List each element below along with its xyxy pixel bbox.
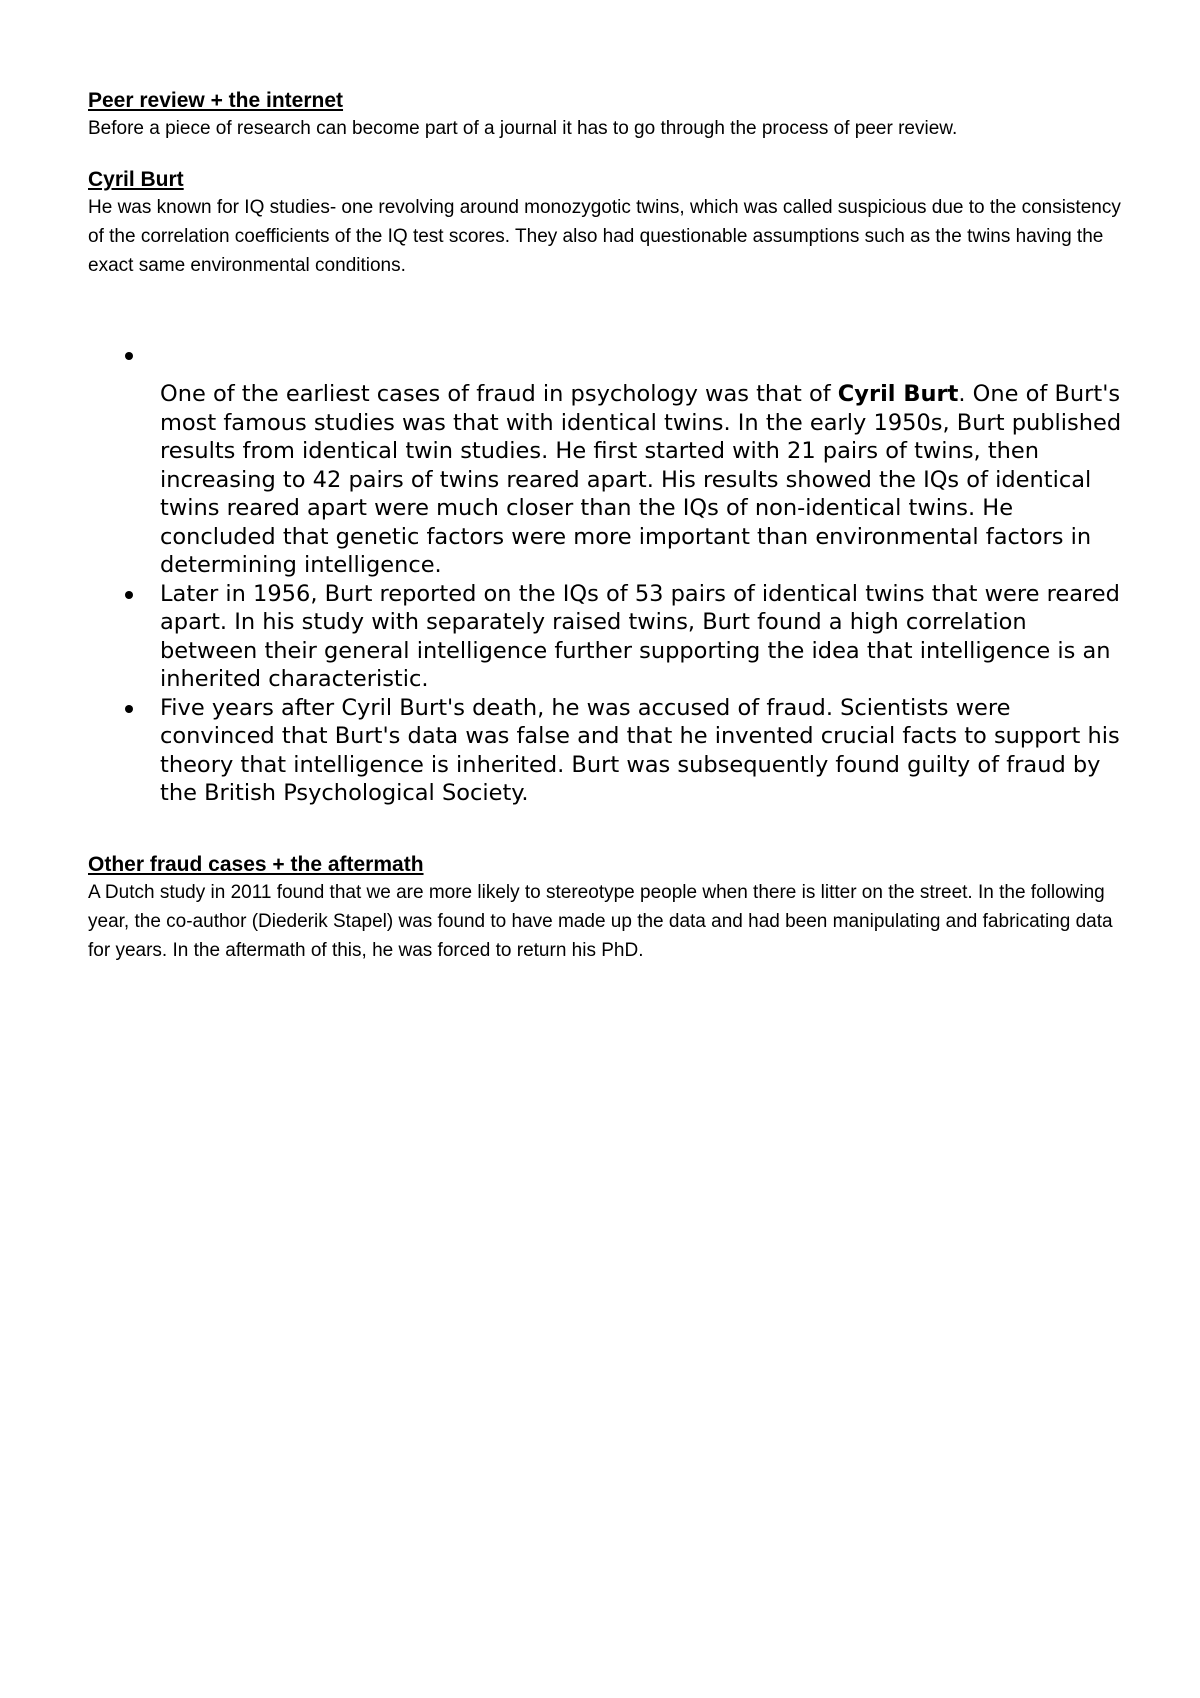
bullet-text-pre: One of the earliest cases of fraud in psychology was that of (160, 381, 838, 407)
list-item (88, 352, 1128, 580)
heading-other-fraud: Other fraud cases + the aftermath (88, 852, 424, 876)
bullet-text-post: . One of Burt's most famous studies was that with identical twins. In the early 1950s, Burt published results from identical twin studies. He first started with 21 pairs of twins, then increasing to 42 pairs of twins reared apart. His results showed the IQs of identical twins reared apart were much closer than the IQs of non-identical twins. He concluded that genetic factors were more important than environmental factors in determining intelligence. (160, 381, 1122, 578)
paragraph-peer-review: Before a piece of research can become part of a journal it has to go through the process of peer review. (88, 118, 958, 139)
heading-peer-review: Peer review + the internet (88, 89, 344, 112)
bullet-text: Later in 1956, Burt reported on the IQs of 53 pairs of identical twins that were reared apart. In his study with separately raised twins, Burt found a high correlation between their general intelligence further supporting the idea that intelligence is an inherited characteristic. (160, 580, 1120, 692)
bullet-dot-icon (125, 705, 133, 713)
bullet-list (88, 352, 1128, 808)
section-cyril-burt (88, 167, 1128, 280)
bullet-text: Five years after Cyril Burt's death, he was accused of fraud. Scientists were convinced that Burt's data was false and that he invented crucial facts to support his theory that intelligence is inherited. Burt was subsequently found guilty of fraud by the British Psychological Society. (160, 694, 1120, 806)
paragraph-other-fraud: A Dutch study in 2011 found that we are more likely to stereotype people when there is litter on the street. In the following year, the co-author (Diederik Stapel) was found to have made up the data and had been manipulating and fabricating data for years. In the aftermath of this, he was forced to return his PhD. (88, 881, 1113, 961)
bullet-dot-icon (125, 591, 133, 599)
section-other-fraud (88, 852, 1128, 965)
bullet-dot-icon (125, 352, 133, 360)
list-item (88, 694, 1128, 808)
bullet-spacer (160, 352, 1128, 380)
list-item (88, 580, 1128, 694)
paragraph-cyril-burt: He was known for IQ studies- one revolving around monozygotic twins, which was called suspicious due to the consistency of the correlation coefficients of the IQ test scores. They also had questionable assumptions such as the twins having the exact same environmental conditions. (88, 197, 1121, 276)
bullet-text-name: Cyril Burt (837, 381, 959, 407)
heading-cyril-burt: Cyril Burt (88, 168, 184, 191)
section-peer-review (88, 88, 1128, 143)
document-page (88, 88, 1128, 989)
